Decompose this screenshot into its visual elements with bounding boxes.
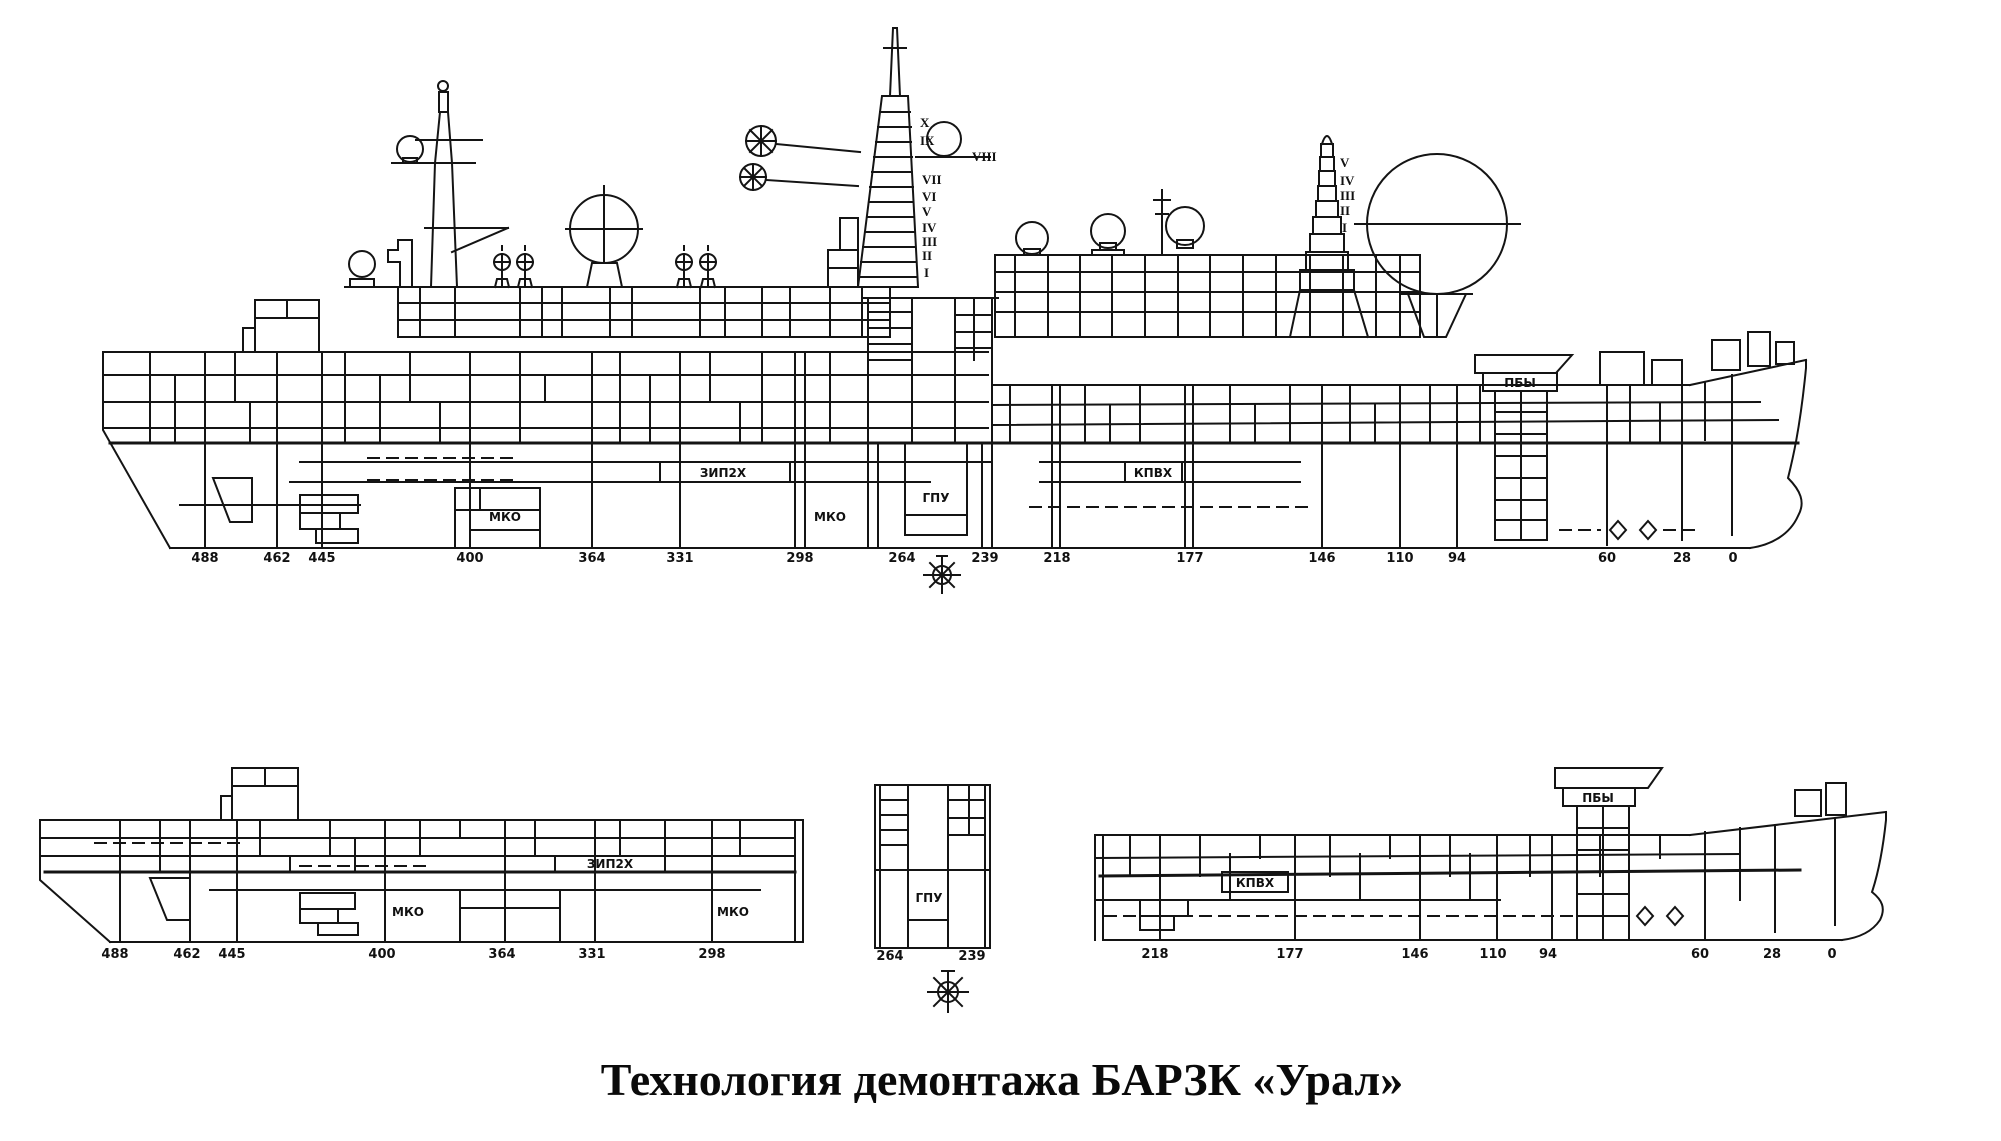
frame-number: 239 — [958, 949, 986, 964]
mast-tier-label: VI — [922, 189, 937, 204]
sonar-marker — [1610, 521, 1626, 539]
stern-section-profile — [40, 768, 803, 962]
frame-number: 146 — [1401, 947, 1429, 962]
frame-number: 445 — [308, 551, 336, 566]
frame-number: 239 — [971, 551, 999, 566]
frame-number: 177 — [1176, 551, 1204, 566]
compartment-label: МКО — [489, 510, 521, 524]
compartment-label: МКО — [392, 905, 424, 919]
stepped-deckhouse — [388, 240, 412, 287]
mast-tier-label: VIII — [972, 149, 997, 164]
compartment-label: ГПУ — [915, 891, 943, 905]
frame-number: 400 — [456, 551, 484, 566]
drawing-title: Технология демонтажа БАРЗК «Урал» — [600, 1054, 1404, 1105]
compartment-label: КПВХ — [1133, 466, 1173, 480]
compartment-label: ЗИП2Х — [586, 857, 634, 871]
bow-section-profile — [1095, 768, 1886, 962]
aft-superstructure-drawing — [995, 136, 1520, 337]
frame-number: 400 — [368, 947, 396, 962]
sonar-marker — [1640, 521, 1656, 539]
frame-number: 94 — [1538, 947, 1558, 962]
bow-stem — [1750, 360, 1806, 548]
frame-numbers — [1141, 947, 1836, 962]
frame-number: 264 — [888, 551, 916, 566]
mast-tier-label: II — [922, 248, 933, 263]
frame-numbers — [191, 551, 1737, 566]
mast-tier-label: IV — [922, 220, 937, 235]
frame-number: 0 — [1827, 947, 1837, 962]
topmast — [890, 28, 900, 96]
frame-number: 488 — [101, 947, 129, 962]
frame-number: 110 — [1479, 947, 1507, 962]
compartment-label: ПБЫ — [1582, 791, 1614, 805]
compartment-label: ПБЫ — [1504, 376, 1536, 390]
helm-symbol — [924, 556, 960, 593]
mast-tier-label: V — [1340, 155, 1350, 170]
frame-number: 60 — [1597, 551, 1617, 566]
funnel-section-profile — [875, 785, 990, 1012]
compartment-label: МКО — [717, 905, 749, 919]
frame-number: 28 — [1762, 947, 1782, 962]
mast-tier-label: V — [922, 204, 932, 219]
frame-number: 146 — [1308, 551, 1336, 566]
compartment-label: ЗИП2Х — [699, 466, 747, 480]
frame-number: 218 — [1141, 947, 1169, 962]
compartment-grid — [150, 352, 1705, 548]
compartment-label: МКО — [814, 510, 846, 524]
cut-lines — [205, 352, 1732, 548]
frame-number: 364 — [488, 947, 516, 962]
frame-number: 331 — [666, 551, 694, 566]
frame-numbers — [876, 949, 985, 964]
compartment-label: КПВХ — [1235, 876, 1275, 890]
aft-mast-tower — [1290, 136, 1368, 337]
sonar-marker — [1637, 907, 1653, 925]
forward-superstructure-drawing — [345, 28, 997, 337]
radome-dome — [349, 251, 375, 277]
bow-stem — [1842, 812, 1886, 940]
full-ship-profile — [103, 298, 1806, 593]
frame-number: 488 — [191, 551, 219, 566]
frame-number: 364 — [578, 551, 606, 566]
mast-tier-label: III — [1340, 188, 1356, 203]
helm-symbol — [928, 971, 968, 1012]
sonar-marker — [1667, 907, 1683, 925]
mast-tier-label: I — [1342, 220, 1348, 235]
main-mast-tower — [858, 96, 918, 287]
frame-number: 177 — [1276, 947, 1304, 962]
mast-tier-label: II — [1340, 203, 1351, 218]
frame-numbers — [101, 947, 725, 962]
mast-tier-label: VII — [922, 172, 942, 187]
mast-tier-label: I — [924, 265, 930, 280]
frame-number: 264 — [876, 949, 904, 964]
mast-tier-label: IV — [1340, 173, 1355, 188]
frame-number: 110 — [1386, 551, 1414, 566]
radome-pedestal — [350, 279, 374, 287]
frame-number: 0 — [1728, 551, 1738, 566]
mast-tier-label: III — [922, 234, 938, 249]
stern-counter — [103, 352, 170, 548]
compartment-label: ГПУ — [922, 491, 950, 505]
frame-number: 218 — [1043, 551, 1071, 566]
frame-number: 298 — [698, 947, 726, 962]
frame-number: 445 — [218, 947, 246, 962]
fore-mast-upper — [435, 112, 452, 163]
frame-number: 60 — [1690, 947, 1710, 962]
crossed-antenna — [740, 126, 860, 190]
frame-number: 298 — [786, 551, 814, 566]
fore-mast-lower — [431, 163, 457, 287]
mast-tier-label: IX — [920, 133, 935, 148]
frame-number: 94 — [1447, 551, 1467, 566]
frame-number: 331 — [578, 947, 606, 962]
mast-tier-label: X — [920, 115, 930, 130]
frame-number: 462 — [263, 551, 291, 566]
frame-number: 28 — [1672, 551, 1692, 566]
frame-number: 462 — [173, 947, 201, 962]
